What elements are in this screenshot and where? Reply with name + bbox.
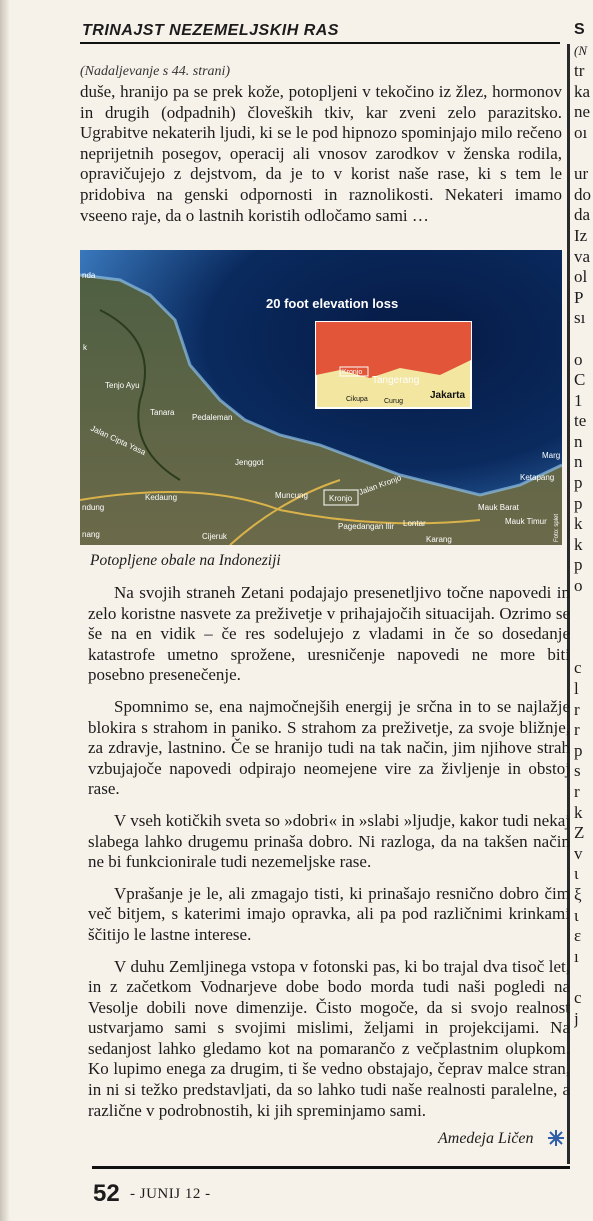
next-column-fragment: p <box>574 740 583 760</box>
map-label: nang <box>82 530 100 539</box>
map-label: Muncung <box>275 491 308 500</box>
next-column-fragment: do <box>574 184 591 204</box>
paragraph: Spomnimo se, ena najmočnejših energij je srčna in to se najlažje blokira s strahom in paniko. S strahom za preživetje, za svoje bližnje, za zdravje, lastnino. Če se hranijo tudi na tak način, jim njihove strah vzbujajoče napovedi odpirajo neomejene vire za življenje in obstoj rase. <box>88 696 570 799</box>
next-column-fragment: r <box>574 699 580 719</box>
next-column-fragment: ka <box>574 81 591 101</box>
paragraph: V vseh kotičkih sveta so »dobri« in »slabi »ljudje, kakor tudi nekaj slabega lahko drugemu prinaša dobro. Ni razloga, da na takšen način ne bi funkcionirale tudi nezemeljske rase. <box>88 810 570 872</box>
next-column-fragment: ne <box>574 102 591 122</box>
next-note-fragment: (N <box>574 42 587 58</box>
next-column-fragment <box>574 597 593 618</box>
next-column-fragment: Iz <box>574 225 588 245</box>
next-column-fragment: oı <box>574 122 588 142</box>
next-column-fragment: p <box>574 473 583 493</box>
article-body <box>88 583 570 1132</box>
next-column-fragment: ι <box>574 905 579 925</box>
next-column-fragment: v <box>574 843 583 863</box>
continuation-note: (Nadaljevanje s 44. strani) <box>80 64 231 79</box>
adjacent-page-fragment <box>574 20 593 1029</box>
map-label: Tanara <box>150 408 175 417</box>
next-column-fragment: c <box>574 987 582 1007</box>
coast-map-photo <box>80 250 562 545</box>
map-label: Lontar <box>403 519 426 528</box>
next-column-fragment: ε <box>574 926 582 946</box>
paragraph: Na svojih straneh Zetani podajajo presenetljivo točne napovedi in zelo koristne nasvete za preživetje v prihajajočih situacijah. Ozrimo se še na en vidik – če res sodelujejo z vladami in če so dosedanje katastrofe umetno sprožene, uresničenje napovedi ne more biti posebno presenečenje. <box>88 583 570 685</box>
next-column-fragment: p <box>574 493 583 513</box>
next-column-fragment: da <box>574 205 591 225</box>
inset-label-cikupa: Cikupa <box>346 396 368 403</box>
footer-rule <box>92 1166 570 1169</box>
next-column-fragment <box>574 967 593 988</box>
page-gutter <box>0 0 10 1221</box>
next-column-lines <box>574 61 593 1029</box>
map-label: nda <box>82 271 96 280</box>
next-column-fragment <box>574 638 593 659</box>
author-signature: Amedeja Ličen <box>438 1130 534 1147</box>
next-column-fragment: ξ <box>574 884 582 904</box>
photo-credit: Foto: splet <box>554 513 560 542</box>
map-label: Karang <box>426 535 452 544</box>
next-column-fragment: p <box>574 555 583 575</box>
running-header: TRINAJST NEZEMELJSKIH RAS <box>82 22 339 39</box>
next-column-fragment <box>574 329 593 350</box>
map-label: Pagedangan Ilir <box>338 522 395 531</box>
next-column-fragment: Z <box>574 823 585 843</box>
next-column-fragment: j <box>574 1008 579 1028</box>
map-label: Jalan Cipta Yasa <box>89 423 148 458</box>
map-label: Tenjo Ayu <box>105 381 140 390</box>
figure-caption: Potopljene obale na Indoneziji <box>90 552 281 569</box>
next-column-fragment: k <box>574 514 583 534</box>
page-number: 52 <box>93 1180 120 1207</box>
inset-label-jakarta: Jakarta <box>430 390 466 401</box>
next-column-fragment: o <box>574 349 583 369</box>
next-column-fragment: tr <box>574 61 585 81</box>
next-column-fragment <box>574 617 593 638</box>
issue-date: - JUNIJ 12 - <box>130 1186 211 1202</box>
next-column-fragment: ı <box>574 946 579 966</box>
map-label: Mauk Timur <box>505 517 547 526</box>
next-column-fragment: r <box>574 781 580 801</box>
next-column-fragment: l <box>574 679 579 698</box>
next-column-fragment: k <box>574 534 583 554</box>
next-header-fragment: S <box>574 21 585 38</box>
next-column-fragment: n <box>574 431 583 451</box>
inset-label-tangerang: Tangerang <box>372 375 420 386</box>
satellite-map <box>80 250 562 545</box>
map-label: Marg <box>542 451 561 460</box>
map-label: Kronjo <box>329 494 353 503</box>
inset-label-curug: Curug <box>384 398 404 405</box>
next-column-fragment: r <box>574 720 580 740</box>
paragraph: Vprašanje je le, ali zmagajo tisti, ki prinašajo resnično dobro čim več bitjem, s katerimi imajo opravka, ali pa pod različnimi krinkami ščitijo le lastne interese. <box>88 883 570 944</box>
map-label: Jenggot <box>235 458 264 467</box>
intro-paragraph <box>80 82 562 226</box>
elevation-inset <box>316 322 471 408</box>
map-label: Cijeruk <box>202 532 227 541</box>
next-column-fragment: sı <box>574 308 586 328</box>
snowflake-icon <box>547 1129 565 1147</box>
paragraph: V duhu Zemljinega vstopa v fotonski pas, ki bo trajal dva tisoč let, in z začetkom Vodnarjeve dobe bodo morda tudi naši pogledi na Vesolje dobili nove dimenzije. Čisto mogoče, da si svojo realnost ustvarjamo sami s svojimi mislimi, željami in projekcijami. Na sedanjost lahko gledamo kot na pomarančo z večplastnim olupkom. Ko lupimo enega za drugim, ti še vedno obstajajo, čeprav malce stran, in ni si težko predstavljati, da so lahko tudi naše realnosti paralelne, a različne v podrobnostih, ki jih spreminjamo sami. <box>88 956 570 1120</box>
overlay-title: 20 foot elevation loss <box>266 296 399 311</box>
next-column-fragment: va <box>574 246 591 266</box>
next-column-fragment: ur <box>574 164 589 184</box>
next-column-fragment: P <box>574 287 584 307</box>
map-label: Mauk Barat <box>478 503 519 512</box>
next-column-fragment: c <box>574 658 582 678</box>
map-label: Kedaung <box>145 493 178 502</box>
next-column-fragment: n <box>574 452 583 472</box>
next-column-fragment: o <box>574 576 583 596</box>
next-column-fragment: ι <box>574 864 579 884</box>
next-column-fragment: 1 <box>574 390 583 410</box>
map-label: Pedaleman <box>192 413 233 422</box>
next-column-fragment: ol <box>574 267 588 287</box>
next-column-fragment: k <box>574 802 583 822</box>
map-label: Jalan Kronjo <box>357 473 403 497</box>
header-rule <box>80 42 560 44</box>
map-label: ndung <box>82 503 105 512</box>
map-label: Ketapang <box>520 473 555 482</box>
inset-label-kronjo: Kronjo <box>342 369 363 376</box>
next-column-fragment: te <box>574 411 587 431</box>
next-column-fragment: C <box>574 370 586 390</box>
map-label: k <box>83 343 87 352</box>
next-column-fragment <box>574 144 593 165</box>
intro-text: duše, hranijo pa se prek kože, potopljeni v tekočino iz žlez, hormonov in drugih (odpadnih) človeških tkiv, kar zveni zelo parazitsko. Ugrabitve nekaterih ljudi, ki se le pod hipnozo spominjajo milo rečeno neprijetnih posegov, operacij ali vnosov zarodkov v ženska rodila, opravičujejo z dejstvom, da je to v korist naše rase, ki s tem le pridobiva na genski odpornosti in raznolikosti. Nekateri imamo vseeno raje, da o lastnih koristih odločamo sami … <box>80 82 562 225</box>
next-column-fragment: s <box>574 761 581 781</box>
